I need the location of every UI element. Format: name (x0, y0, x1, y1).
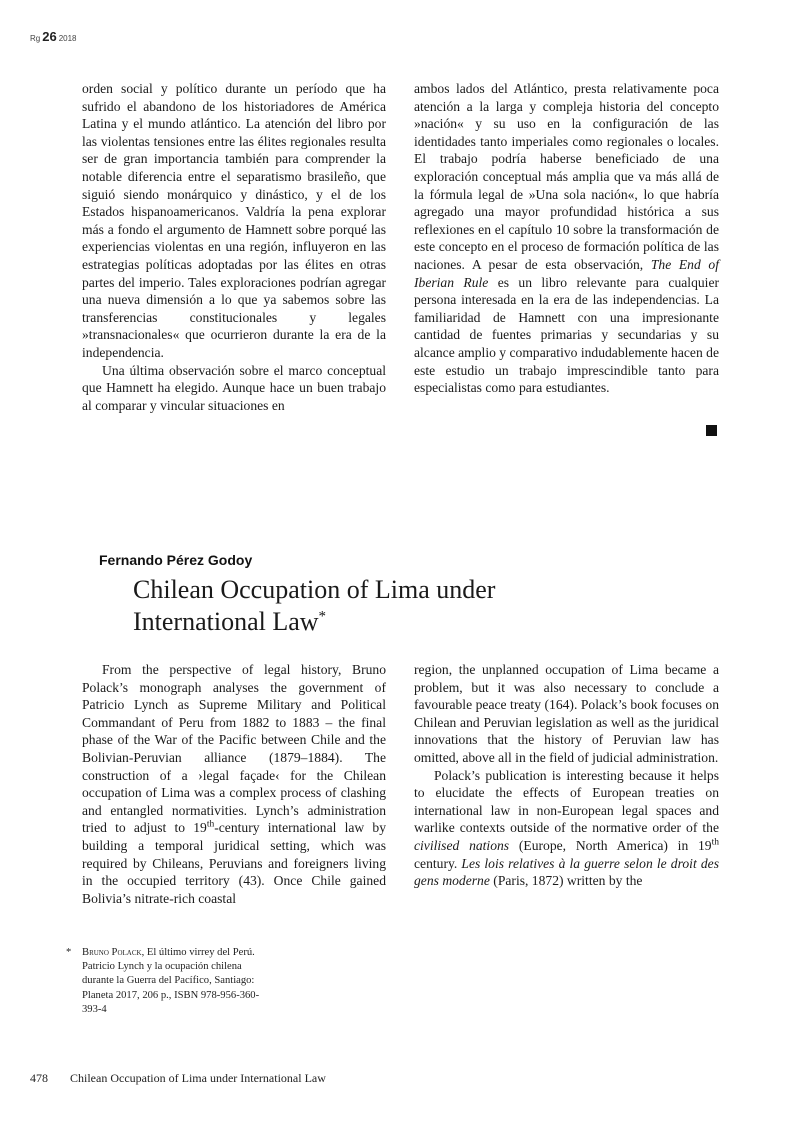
footnote (66, 946, 276, 1017)
article-right-column (414, 661, 719, 890)
running-title: Chilean Occupation of Lima under International Law (70, 1071, 326, 1085)
book-title-italic: The End of Iberian Rule (414, 256, 719, 290)
journal-volume: 26 (42, 29, 57, 44)
journal-abbrev: Rg (30, 34, 41, 43)
end-of-article-mark (706, 425, 717, 436)
article-title: Chilean Occupation of Lima under International Law* (133, 575, 496, 636)
review-left-column (82, 80, 386, 414)
article-author: Fernando Pérez Godoy (99, 552, 253, 568)
article-paragraph: region, the unplanned occupation of Lima became a problem, but it was also necessary to conclude a favourable peace treaty (164). Polack’s book focuses on Chilean and Peruvian legislation as well as the juridical innovations that the history of Peruvian law has omitted, above all in the field of judicial administration. (414, 662, 719, 765)
article-left-column (82, 661, 386, 907)
footnote-text: Bruno Polack, El último virrey del Perú. Patricio Lynch y la ocupación chilena durante la Guerra del Pacífico, Santiago: Planeta 2017, 206 p., ISBN 978-956-360-393-4 (82, 947, 260, 1015)
article-paragraph: Polack’s publication is interesting because it helps to elucidate the effects of European treaties on international law in non-European legal spaces and warlike contexts outside of the normative order of the civilised nations (Europe, North America) in 19th century. Les lois relatives à la guerre selon le droit des gens moderne (Paris, 1872) written by the (414, 767, 720, 889)
review-paragraph: Una última observación sobre el marco conceptual que Hamnett ha elegido. Aunque hace un buen trabajo al comparar y vincular situaciones en (82, 362, 386, 413)
review-paragraph: orden social y político durante un período que ha sufrido el abandono de los historiadores de América Latina y el mundo atlántico. La atención del libro por las violentas tensiones entre las élites regionales resulta ser de gran importancia también para comprender la notable diferencia entre el separatismo brasileño, que siguió siendo monárquico y dinástico, y el de los Estados hispanoamericanos. Valdría la pena explorar más a fondo el argumento de Hamnett sobre porqué las experiencias violentas en una región, influyeron en las estrategias políticas adoptadas por las élites en otras partes del imperio. Tales exploraciones podrían agregar una nueva dimensión a lo que ya sabemos sobre las transferencias constitucionales y legales »transnacionales« que ocurrieron durante la era de la independencia. (82, 81, 386, 360)
page-footer (30, 1071, 326, 1086)
footnote-marker: * (66, 947, 72, 958)
footnote-marker: * (318, 608, 327, 625)
journal-year: 2018 (58, 34, 77, 43)
footnote-author: Bruno Polack (82, 947, 142, 958)
review-paragraph: ambos lados del Atlántico, presta relativamente poca atención a la larga y compleja historia del concepto »nación« y su uso en la configuración de las identidades tanto imperiales como regionales o locales. El trabajo podría haberse beneficiado de una exploración conceptual más amplia que va más allá de la fórmula legal de »Una sola nación«, lo que habría agregado una mayor profundidad histórica a sus reflexiones en el capítulo 10 sobre la transformación de este concepto en el proceso de formación política de las naciones. A pesar de esta observación, The End of Iberian Rule es un libro relevante para cualquier persona interesada en la era de las independencias. La familiaridad de Hamnett con una impresionante cantidad de fuentes primarias y secundarias y su alcance amplio y comparativo indudablemente hacen de este estudio un trabajo imprescindible tanto para especialistas como para estudiantes. (414, 81, 720, 396)
journal-header (30, 29, 77, 44)
review-right-column (414, 80, 719, 397)
page-number: 478 (30, 1071, 48, 1085)
article-paragraph: From the perspective of legal history, Bruno Polack’s monograph analyses the government of Patricio Lynch as Supreme Military and Political Commandant of Peru from 1882 to 1883 – the final phase of the War of the Pacific between Chile and the Bolivian-Peruvian alliance (1879–1884). The construction of a ›legal façade‹ for the Chilean occupation of Lima was a complex process of clashing and entangled normativities. Lynch’s administration tried to adjust to 19th-century international law by building a temporal juridical setting, which was required by Chileans, Peruvians and foreigners living in the occupied territory (43). Once Chile gained Bolivia’s nitrate-rich coastal (82, 662, 386, 906)
